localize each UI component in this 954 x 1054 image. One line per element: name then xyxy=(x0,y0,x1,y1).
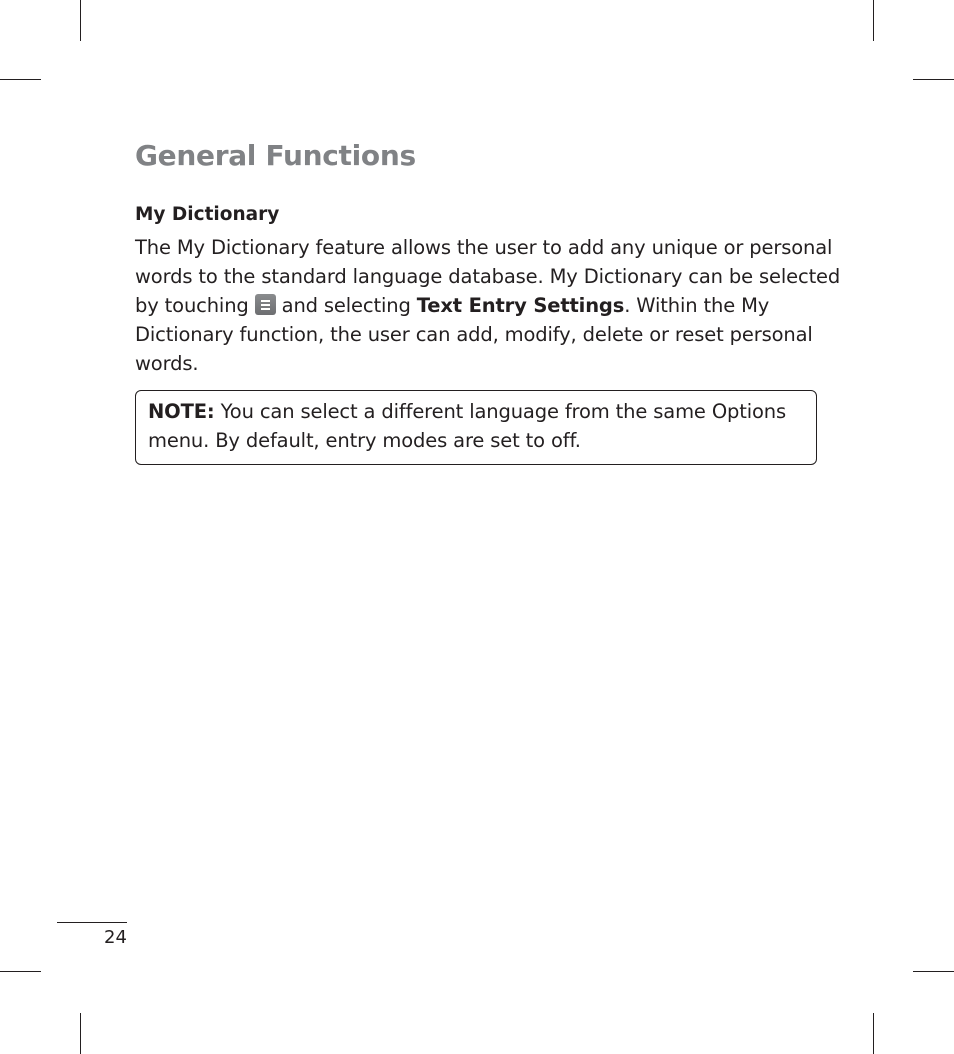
body-text-line: Dictionary function, the user can add, modify, delete or reset personal xyxy=(135,323,813,346)
section-heading: My Dictionary xyxy=(135,204,280,225)
crop-mark xyxy=(80,1013,81,1054)
note-text: You can select a different language from the same Options xyxy=(214,400,787,423)
body-text: and selecting xyxy=(281,294,411,317)
crop-mark xyxy=(873,1013,874,1054)
body-text-line: The My Dictionary feature allows the user to add any unique or personal xyxy=(135,236,833,259)
crop-mark xyxy=(913,971,954,972)
body-text-line: words to the standard language database. My Dictionary can be selected xyxy=(135,265,841,288)
crop-mark xyxy=(80,0,81,41)
crop-mark xyxy=(0,971,41,972)
body-text-line: words. xyxy=(135,352,199,375)
crop-mark xyxy=(873,0,874,41)
note-text-line xyxy=(148,400,786,423)
page-number: 24 xyxy=(104,927,127,948)
crop-mark xyxy=(913,79,954,80)
menu-key-icon xyxy=(255,294,276,315)
text-entry-settings-label: Text Entry Settings xyxy=(416,294,625,317)
footer-rule xyxy=(57,922,127,923)
body-text-line xyxy=(135,294,769,317)
note-label: NOTE: xyxy=(148,400,215,423)
body-text: . Within the My xyxy=(624,294,770,317)
crop-mark xyxy=(0,79,41,80)
note-text-line: menu. By default, entry modes are set to off. xyxy=(148,429,581,452)
page-title: General Functions xyxy=(135,139,416,172)
body-text: by touching xyxy=(135,294,249,317)
